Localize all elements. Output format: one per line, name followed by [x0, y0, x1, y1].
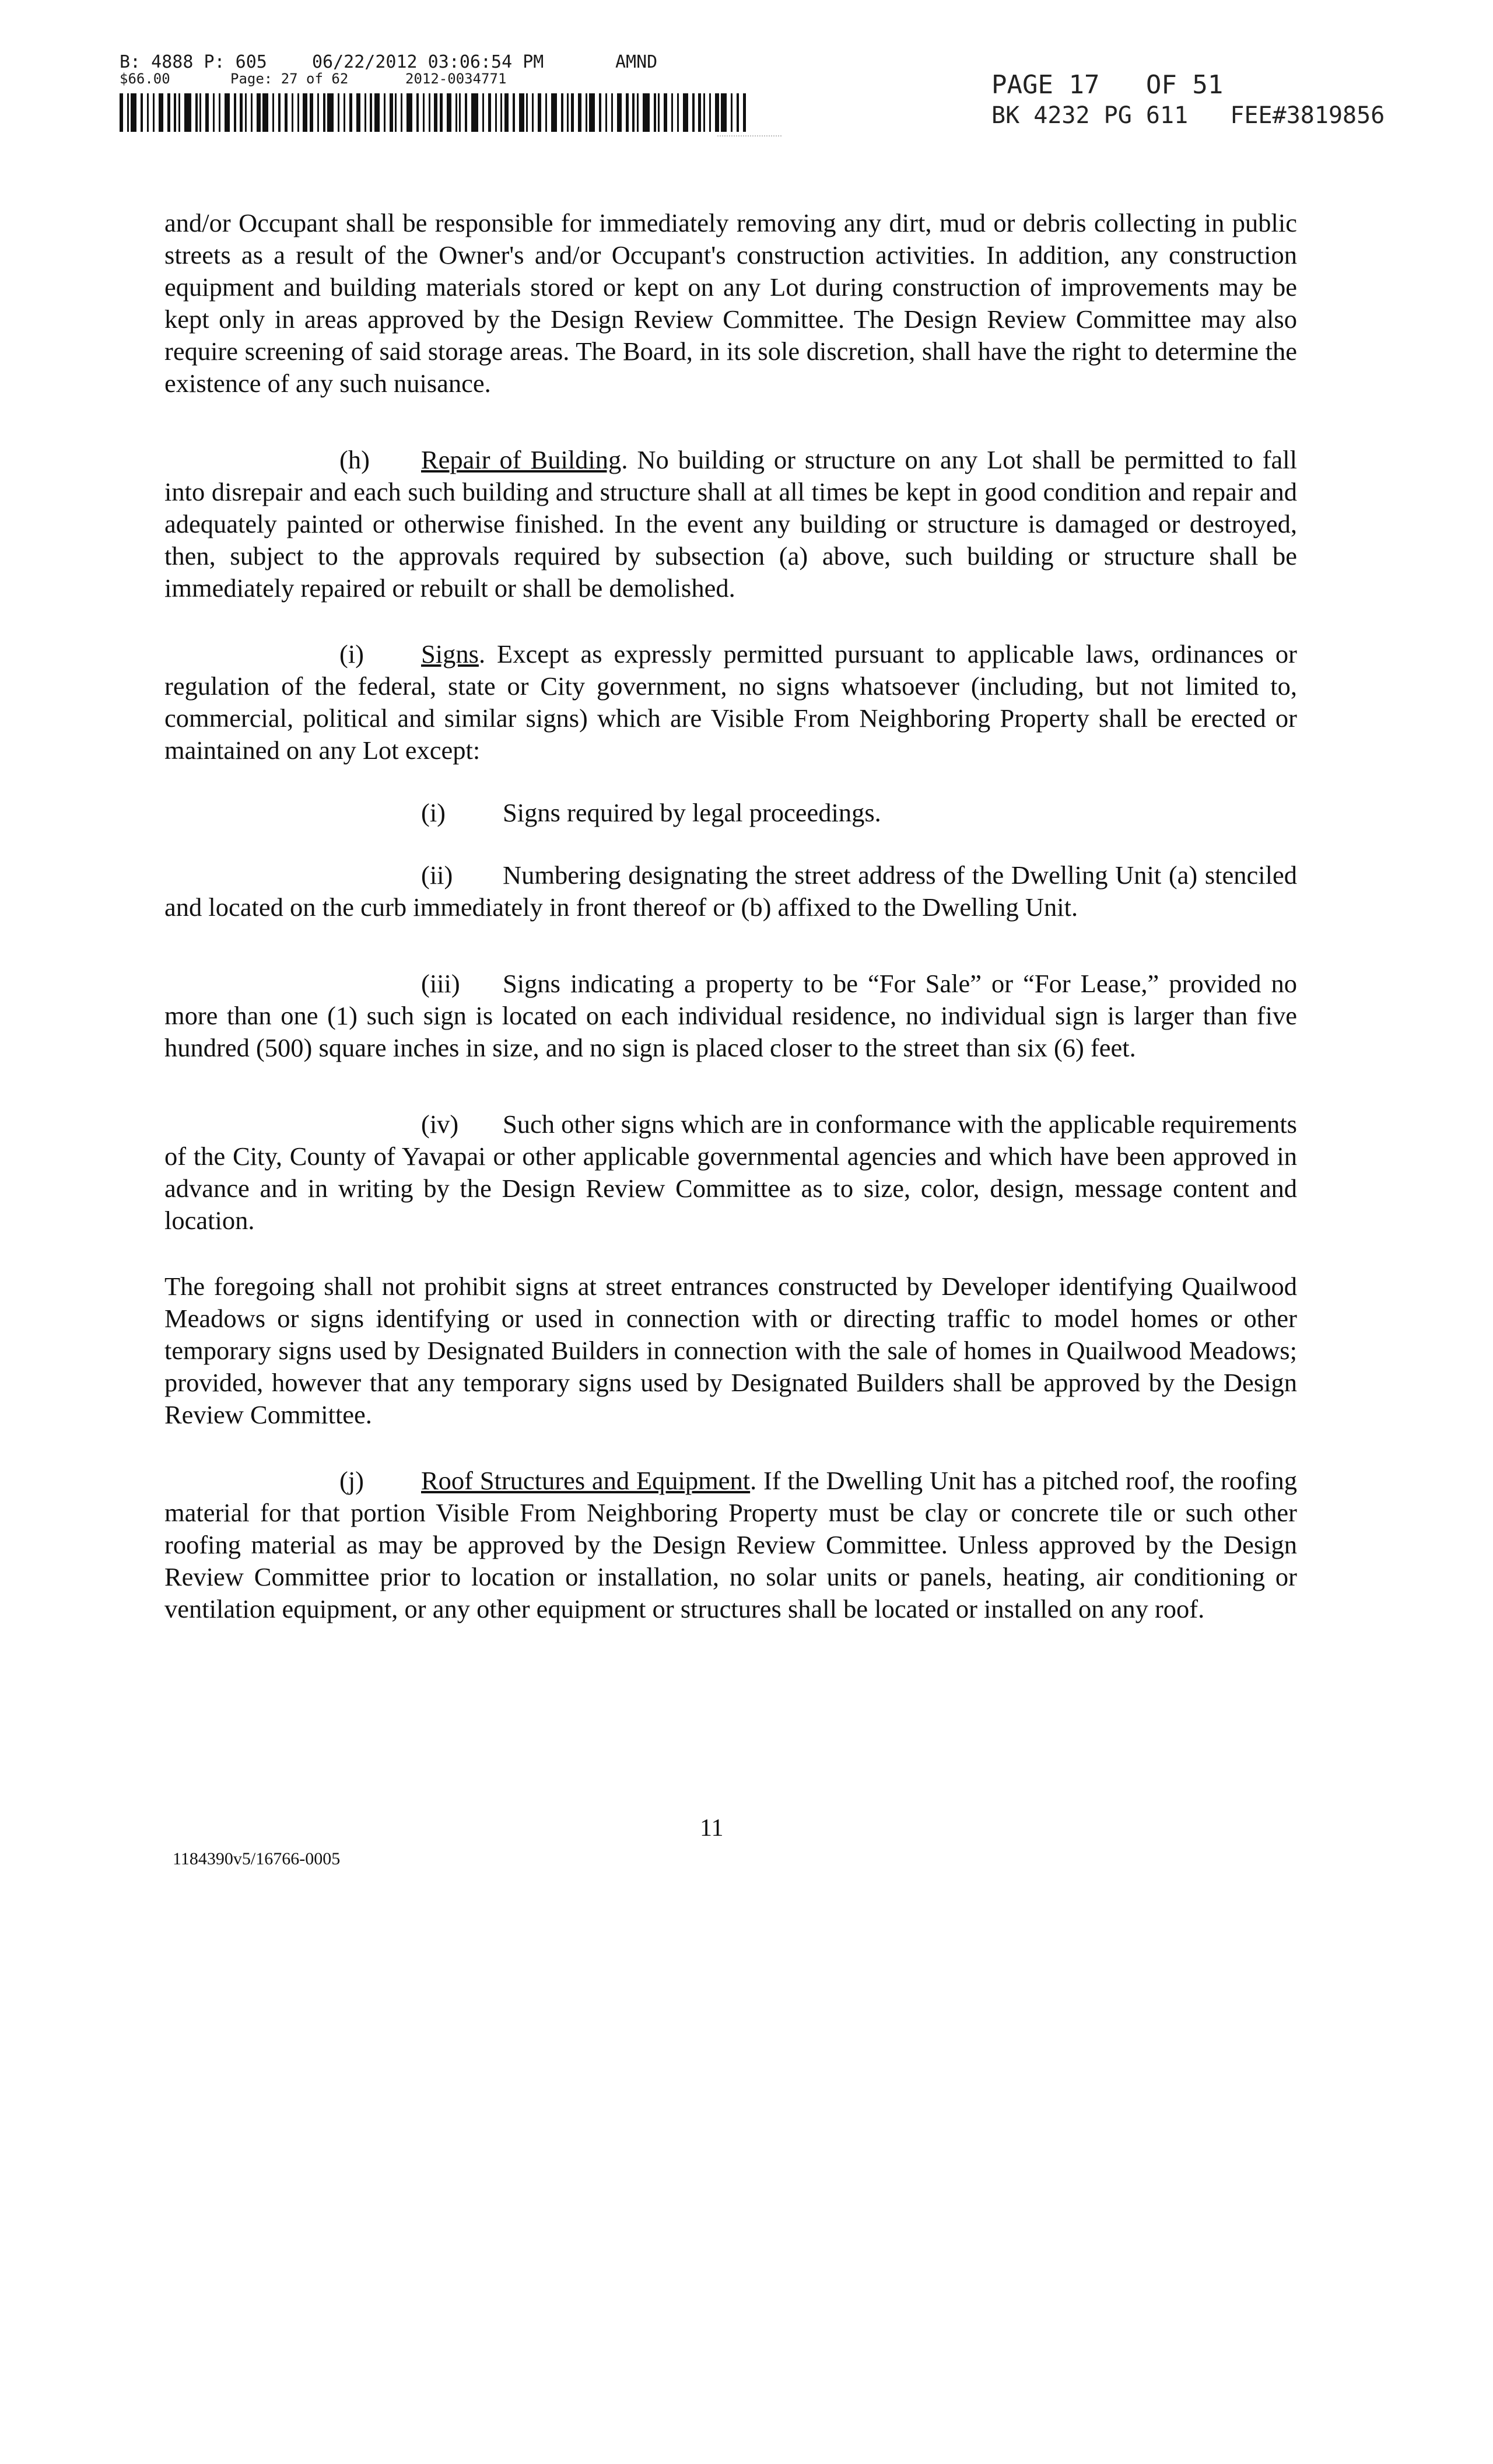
barcode-bar	[551, 93, 557, 132]
barcode-bar	[586, 93, 587, 132]
barcode-bar	[737, 93, 739, 132]
barcode-bar	[120, 93, 123, 132]
barcode-bar	[429, 93, 430, 132]
subsection-iii-marker: (iii)	[421, 969, 460, 998]
barcode-bar	[677, 93, 679, 132]
page-number: 11	[700, 1815, 724, 1842]
barcode-bar	[205, 93, 209, 132]
barcode-bar	[257, 93, 261, 132]
barcode-bar	[471, 93, 478, 132]
subsection-iv	[164, 1108, 1297, 1237]
section-h-text: . No building or structure on any Lot shall be permitted to fall into disrepair and each such building and structure shall at all times be kept in good condition and repair and adequately painted or otherwise finished. In the event any building or structure is damaged or destroyed, then, subject to the approvals required by subsection (a) above, such building or structure shall be immediately repaired or rebuilt or shall be demolished.	[164, 445, 1297, 603]
barcode-bar	[589, 93, 595, 132]
barcode-bar	[731, 93, 733, 132]
stamp-book-page: B: 4888 P: 605	[120, 52, 267, 72]
barcode-bar	[159, 93, 163, 132]
paragraph-foregoing: The foregoing shall not prohibit signs at street entrances constructed by Developer identifying Quailwood Meadows or signs identifying or used in connection with or directing traffic to model homes or other temporary signs used by Designated Builders in connection with the sale of homes in Quailwood Meadows; provided, however that any temporary signs used by Designated Builders shall be approved by the Design Review Committee.	[164, 1272, 1297, 1429]
barcode-bar	[664, 93, 667, 132]
barcode-bar	[423, 93, 425, 132]
barcode-bar	[692, 93, 695, 132]
stamp-line-1	[120, 54, 657, 71]
barcode-bar	[434, 93, 437, 132]
barcode-bar	[571, 93, 574, 132]
barcode-bar	[365, 93, 366, 132]
barcode-bar	[390, 93, 393, 132]
stamp-fee: $66.00	[120, 71, 170, 87]
barcode-bar	[658, 93, 660, 132]
barcode-bar	[356, 93, 360, 132]
barcode-bar	[482, 93, 484, 132]
stamp-line-2	[120, 71, 657, 86]
barcode-bar	[272, 93, 274, 132]
barcode-bar	[721, 93, 727, 132]
barcode-bar	[338, 93, 339, 132]
barcode-bar	[440, 93, 443, 132]
barcode-bar	[167, 93, 170, 132]
barcode-bar	[245, 93, 247, 132]
barcode-bar	[567, 93, 569, 132]
barcode	[120, 93, 761, 132]
barcode-bar	[709, 93, 711, 132]
recorder-stamp	[120, 54, 657, 86]
barcode-bar	[513, 93, 515, 132]
barcode-bar	[500, 93, 502, 132]
barcode-bar	[219, 93, 220, 132]
barcode-bar	[578, 93, 581, 132]
subsection-ii-marker: (ii)	[421, 860, 453, 890]
subsection-i-marker: (i)	[421, 798, 446, 827]
paragraph-nuisance-continuation: and/or Occupant shall be responsible for immediately removing any dirt, mud or debris collecting in public streets as a result of the Owner's and/or Occupant's construction activities. In addition, any construction equipment and building materials stored or kept on any Lot during construction of improvements may be kept only in areas approved by the Design Review Committee. The Design Review Committee may also require screening of said storage areas. The Board, in its sole discretion, shall have the right to determine the existence of any such nuisance.	[164, 208, 1297, 398]
barcode-bar	[743, 93, 746, 132]
barcode-bar	[671, 93, 673, 132]
barcode-bar	[643, 93, 650, 132]
section-i-title: Signs	[421, 639, 479, 668]
barcode-bar	[370, 93, 372, 132]
barcode-bar	[611, 93, 613, 132]
barcode-bar	[519, 93, 524, 132]
section-j-roof-structures	[164, 1465, 1297, 1625]
barcode-bar	[317, 93, 319, 132]
barcode-bar	[538, 93, 541, 132]
faint-dotted-mark	[717, 135, 781, 139]
barcode-bar	[127, 93, 129, 132]
barcode-bar	[147, 93, 149, 132]
barcode-bar	[637, 93, 639, 132]
barcode-bar	[561, 93, 563, 132]
barcode-bar	[698, 93, 701, 132]
barcode-bar	[285, 93, 288, 132]
barcode-bar	[199, 93, 201, 132]
barcode-bar	[545, 93, 547, 132]
recording-mark	[991, 70, 1385, 131]
barcode-bar	[297, 93, 299, 132]
barcode-bar	[395, 93, 397, 132]
barcode-bar	[683, 93, 688, 132]
barcode-bar	[504, 93, 509, 132]
section-i-signs	[164, 638, 1297, 766]
section-j-text: . If the Dwelling Unit has a pitched roof, the roofing material for that portion Visible From Neighboring Property must be clay or concrete tile or such other roofing material as may be approved by the Design Review Committee. Unless approved by the Design Review Committee prior to location or installation, no solar units or panels, heating, air conditioning or ventilation equipment, or any other equipment or structures shall be located or installed on any roof.	[164, 1466, 1297, 1623]
barcode-bar	[632, 93, 635, 132]
barcode-bar	[715, 93, 719, 132]
barcode-bar	[703, 93, 705, 132]
barcode-bar	[447, 93, 451, 132]
barcode-bar	[310, 93, 313, 132]
barcode-bar	[455, 93, 457, 132]
barcode-bar	[626, 93, 629, 132]
section-h-marker: (h)	[339, 445, 370, 474]
barcode-bar	[532, 93, 534, 132]
barcode-bar	[459, 93, 461, 132]
barcode-bar	[605, 93, 607, 132]
barcode-bar	[278, 93, 281, 132]
barcode-bar	[488, 93, 491, 132]
subsection-iv-text: Such other signs which are in conformance with the applicable requirements of the City, County of Yavapai or other applicable governmental agencies and which have been approved in advance and in writing by the Design Review Committee as to size, color, design, message content and location.	[164, 1110, 1297, 1235]
barcode-bar	[617, 93, 622, 132]
document-id: 1184390v5/16766-0005	[173, 1849, 341, 1868]
subsection-iii	[164, 968, 1297, 1064]
barcode-bar	[131, 93, 136, 132]
barcode-bar	[178, 93, 180, 132]
stamp-record-number: 2012-0034771	[405, 71, 507, 87]
barcode-bar	[406, 93, 412, 132]
recording-page-of: PAGE 17 OF 51	[991, 70, 1224, 100]
barcode-bar	[374, 93, 380, 132]
barcode-bar	[349, 93, 352, 132]
section-j-title: Roof Structures and Equipment	[421, 1466, 751, 1495]
subsection-i	[164, 797, 1297, 829]
barcode-bar	[213, 93, 215, 132]
barcode-bar	[401, 93, 402, 132]
barcode-bar	[240, 93, 243, 132]
barcode-bar	[303, 93, 307, 132]
barcode-bar	[465, 93, 467, 132]
barcode-bar	[292, 93, 293, 132]
barcode-bar	[526, 93, 528, 132]
subsection-ii	[164, 859, 1297, 923]
barcode-bar	[323, 93, 325, 132]
section-i-text: . Except as expressly permitted pursuant to applicable laws, ordinances or regulation of the federal, state or City government, no signs whatsoever (including, but not limited to, commercial, political and similar signs) which are Visible From Neighboring Property shall be erected or maintained on any Lot except:	[164, 639, 1297, 765]
document-body	[164, 207, 1297, 1625]
barcode-bar	[174, 93, 176, 132]
subsection-iv-marker: (iv)	[421, 1110, 459, 1139]
stamp-page-count: Page: 27 of 62	[230, 71, 349, 87]
subsection-i-text: Signs required by legal proceedings.	[503, 798, 881, 827]
barcode-bar	[344, 93, 345, 132]
stamp-doc-type: AMND	[615, 52, 658, 72]
subsection-iii-text: Signs indicating a property to be “For Sale” or “For Lease,” provided no more than one (1) such sign is located on each individual residence, no individual sign is larger than five hundred (500) square inches in size, and no sign is placed closer to the street than six (6) feet.	[164, 969, 1297, 1062]
section-h-title: Repair of Building	[421, 445, 622, 474]
section-h-repair-of-building	[164, 444, 1297, 604]
barcode-bar	[384, 93, 385, 132]
barcode-bar	[184, 93, 191, 132]
barcode-bar	[599, 93, 601, 132]
barcode-bar	[327, 93, 334, 132]
barcode-bar	[262, 93, 268, 132]
barcode-bar	[416, 93, 419, 132]
barcode-bar	[654, 93, 656, 132]
recording-book-page-fee: BK 4232 PG 611 FEE#3819856	[991, 102, 1385, 129]
subsection-ii-text: Numbering designating the street address of the Dwelling Unit (a) stenciled and located on the curb immediately in front thereof or (b) affixed to the Dwelling Unit.	[164, 860, 1297, 922]
stamp-datetime: 06/22/2012 03:06:54 PM	[312, 52, 544, 72]
barcode-bar	[153, 93, 155, 132]
barcode-bar	[225, 93, 230, 132]
barcode-bar	[234, 93, 236, 132]
barcode-bar	[195, 93, 198, 132]
barcode-bar	[141, 93, 143, 132]
barcode-bar	[251, 93, 253, 132]
barcode-bar	[495, 93, 497, 132]
section-j-marker: (j)	[339, 1466, 365, 1495]
section-i-marker: (i)	[339, 639, 365, 668]
